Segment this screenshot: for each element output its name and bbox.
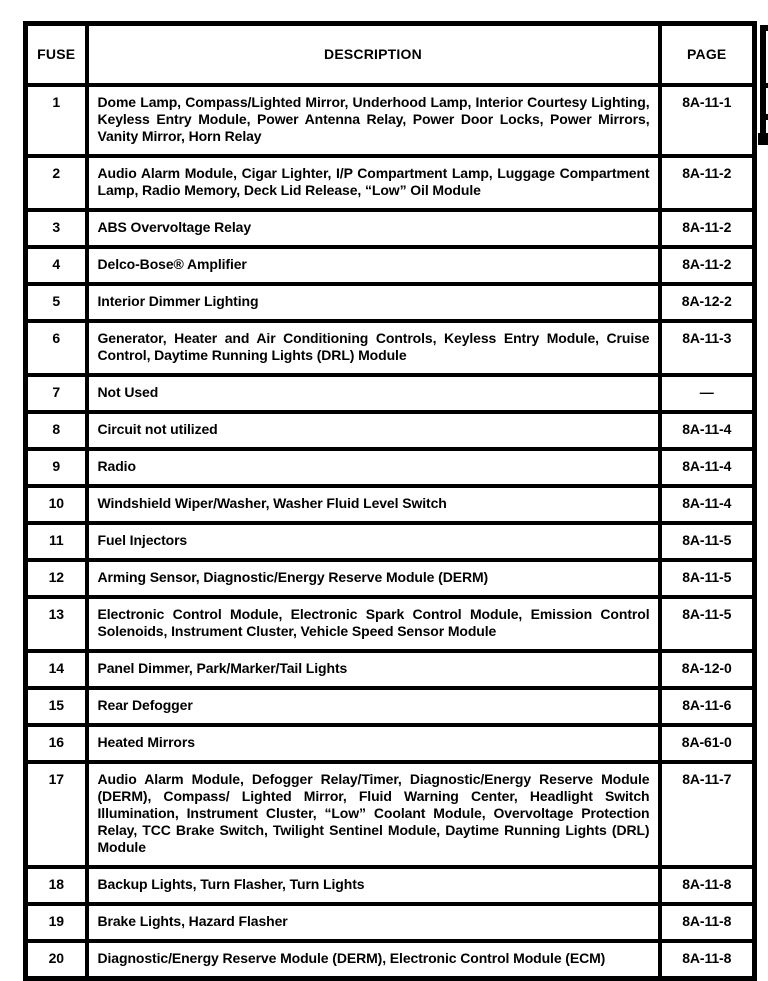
- page-ref-cell: 8A-11-6: [660, 688, 755, 725]
- scan-ink-blob: [758, 133, 768, 145]
- table-header-row: [26, 24, 755, 86]
- fuse-number-cell: 1: [26, 85, 87, 156]
- fuse-description-table: [23, 21, 757, 981]
- table-row: [26, 85, 755, 156]
- table-row: [26, 725, 755, 762]
- page-ref-cell: 8A-11-2: [660, 247, 755, 284]
- table-row: [26, 156, 755, 210]
- adjacent-table-divider-stub: [760, 83, 768, 88]
- fuse-number-cell: 9: [26, 449, 87, 486]
- description-cell: Generator, Heater and Air Conditioning Controls, Keyless Entry Module, Cruise Control, Daytime Running Lights (DRL) Module: [87, 321, 660, 375]
- table-row: [26, 284, 755, 321]
- page-ref-cell: 8A-61-0: [660, 725, 755, 762]
- description-cell: Audio Alarm Module, Cigar Lighter, I/P Compartment Lamp, Luggage Compartment Lamp, Radio Memory, Deck Lid Release, “Low” Oil Module: [87, 156, 660, 210]
- fuse-number-cell: 13: [26, 597, 87, 651]
- description-cell: Rear Defogger: [87, 688, 660, 725]
- page-ref-cell: 8A-11-3: [660, 321, 755, 375]
- fuse-number-cell: 3: [26, 210, 87, 247]
- adjacent-table-top-stub: [760, 25, 768, 31]
- page-ref-cell: 8A-12-2: [660, 284, 755, 321]
- description-cell: Backup Lights, Turn Flasher, Turn Lights: [87, 867, 660, 904]
- table-row: [26, 688, 755, 725]
- fuse-number-cell: 6: [26, 321, 87, 375]
- fuse-column-header: FUSE: [26, 24, 87, 86]
- description-cell: Not Used: [87, 375, 660, 412]
- description-column-header: DESCRIPTION: [87, 24, 660, 86]
- table-row: [26, 412, 755, 449]
- fuse-number-cell: 11: [26, 523, 87, 560]
- description-cell: Radio: [87, 449, 660, 486]
- description-cell: Windshield Wiper/Washer, Washer Fluid Level Switch: [87, 486, 660, 523]
- table-row: [26, 210, 755, 247]
- fuse-number-cell: 18: [26, 867, 87, 904]
- fuse-number-cell: 12: [26, 560, 87, 597]
- page-ref-cell: 8A-11-7: [660, 762, 755, 867]
- fuse-number-cell: 8: [26, 412, 87, 449]
- page-ref-cell: 8A-11-8: [660, 904, 755, 941]
- table-row: [26, 560, 755, 597]
- table-row: [26, 486, 755, 523]
- fuse-number-cell: 16: [26, 725, 87, 762]
- table-row: [26, 904, 755, 941]
- table-row: [26, 247, 755, 284]
- fuse-number-cell: 4: [26, 247, 87, 284]
- fuse-number-cell: 14: [26, 651, 87, 688]
- fuse-number-cell: 2: [26, 156, 87, 210]
- table-row: [26, 597, 755, 651]
- description-cell: Delco-Bose® Amplifier: [87, 247, 660, 284]
- page-ref-cell: 8A-11-4: [660, 412, 755, 449]
- fuse-number-cell: 17: [26, 762, 87, 867]
- page-ref-cell: 8A-11-8: [660, 941, 755, 979]
- table-row: [26, 941, 755, 979]
- fuse-number-cell: 10: [26, 486, 87, 523]
- page-ref-cell: 8A-11-2: [660, 210, 755, 247]
- page-ref-cell: 8A-11-8: [660, 867, 755, 904]
- table-row: [26, 762, 755, 867]
- description-cell: ABS Overvoltage Relay: [87, 210, 660, 247]
- description-cell: Brake Lights, Hazard Flasher: [87, 904, 660, 941]
- page-ref-cell: 8A-11-1: [660, 85, 755, 156]
- description-cell: Fuel Injectors: [87, 523, 660, 560]
- description-cell: Audio Alarm Module, Defogger Relay/Timer, Diagnostic/Energy Reserve Module (DERM), Compass/ Lighted Mirror, Fluid Warning Center, Headlight Switch Illumination, Instrument Cluster, “Low” Coolant Module, Overvoltage Protection Relay, TCC Brake Switch, Twilight Sentinel Module, Daytime Running Lights (DRL) Module: [87, 762, 660, 867]
- page-ref-cell: 8A-12-0: [660, 651, 755, 688]
- page-ref-cell: —: [660, 375, 755, 412]
- table-row: [26, 321, 755, 375]
- fuse-number-cell: 7: [26, 375, 87, 412]
- page-ref-cell: 8A-11-5: [660, 560, 755, 597]
- page-ref-cell: 8A-11-5: [660, 597, 755, 651]
- adjacent-table-divider-stub: [760, 114, 768, 120]
- table-row: [26, 523, 755, 560]
- description-cell: Panel Dimmer, Park/Marker/Tail Lights: [87, 651, 660, 688]
- page-column-header: PAGE: [660, 24, 755, 86]
- fuse-number-cell: 19: [26, 904, 87, 941]
- table-body: [26, 85, 755, 979]
- description-cell: Heated Mirrors: [87, 725, 660, 762]
- page-ref-cell: 8A-11-5: [660, 523, 755, 560]
- table-row: [26, 867, 755, 904]
- table-row: [26, 449, 755, 486]
- description-cell: Interior Dimmer Lighting: [87, 284, 660, 321]
- page-ref-cell: 8A-11-2: [660, 156, 755, 210]
- table-row: [26, 375, 755, 412]
- description-cell: Dome Lamp, Compass/Lighted Mirror, Underhood Lamp, Interior Courtesy Lighting, Keyless Entry Module, Power Antenna Relay, Power Door Locks, Power Mirrors, Vanity Mirror, Horn Relay: [87, 85, 660, 156]
- description-cell: Arming Sensor, Diagnostic/Energy Reserve Module (DERM): [87, 560, 660, 597]
- description-cell: Electronic Control Module, Electronic Spark Control Module, Emission Control Solenoids, Instrument Cluster, Vehicle Speed Sensor Module: [87, 597, 660, 651]
- table-row: [26, 651, 755, 688]
- page-ref-cell: 8A-11-4: [660, 449, 755, 486]
- page-ref-cell: 8A-11-4: [660, 486, 755, 523]
- fuse-number-cell: 20: [26, 941, 87, 979]
- fuse-number-cell: 5: [26, 284, 87, 321]
- description-cell: Diagnostic/Energy Reserve Module (DERM), Electronic Control Module (ECM): [87, 941, 660, 979]
- description-cell: Circuit not utilized: [87, 412, 660, 449]
- fuse-number-cell: 15: [26, 688, 87, 725]
